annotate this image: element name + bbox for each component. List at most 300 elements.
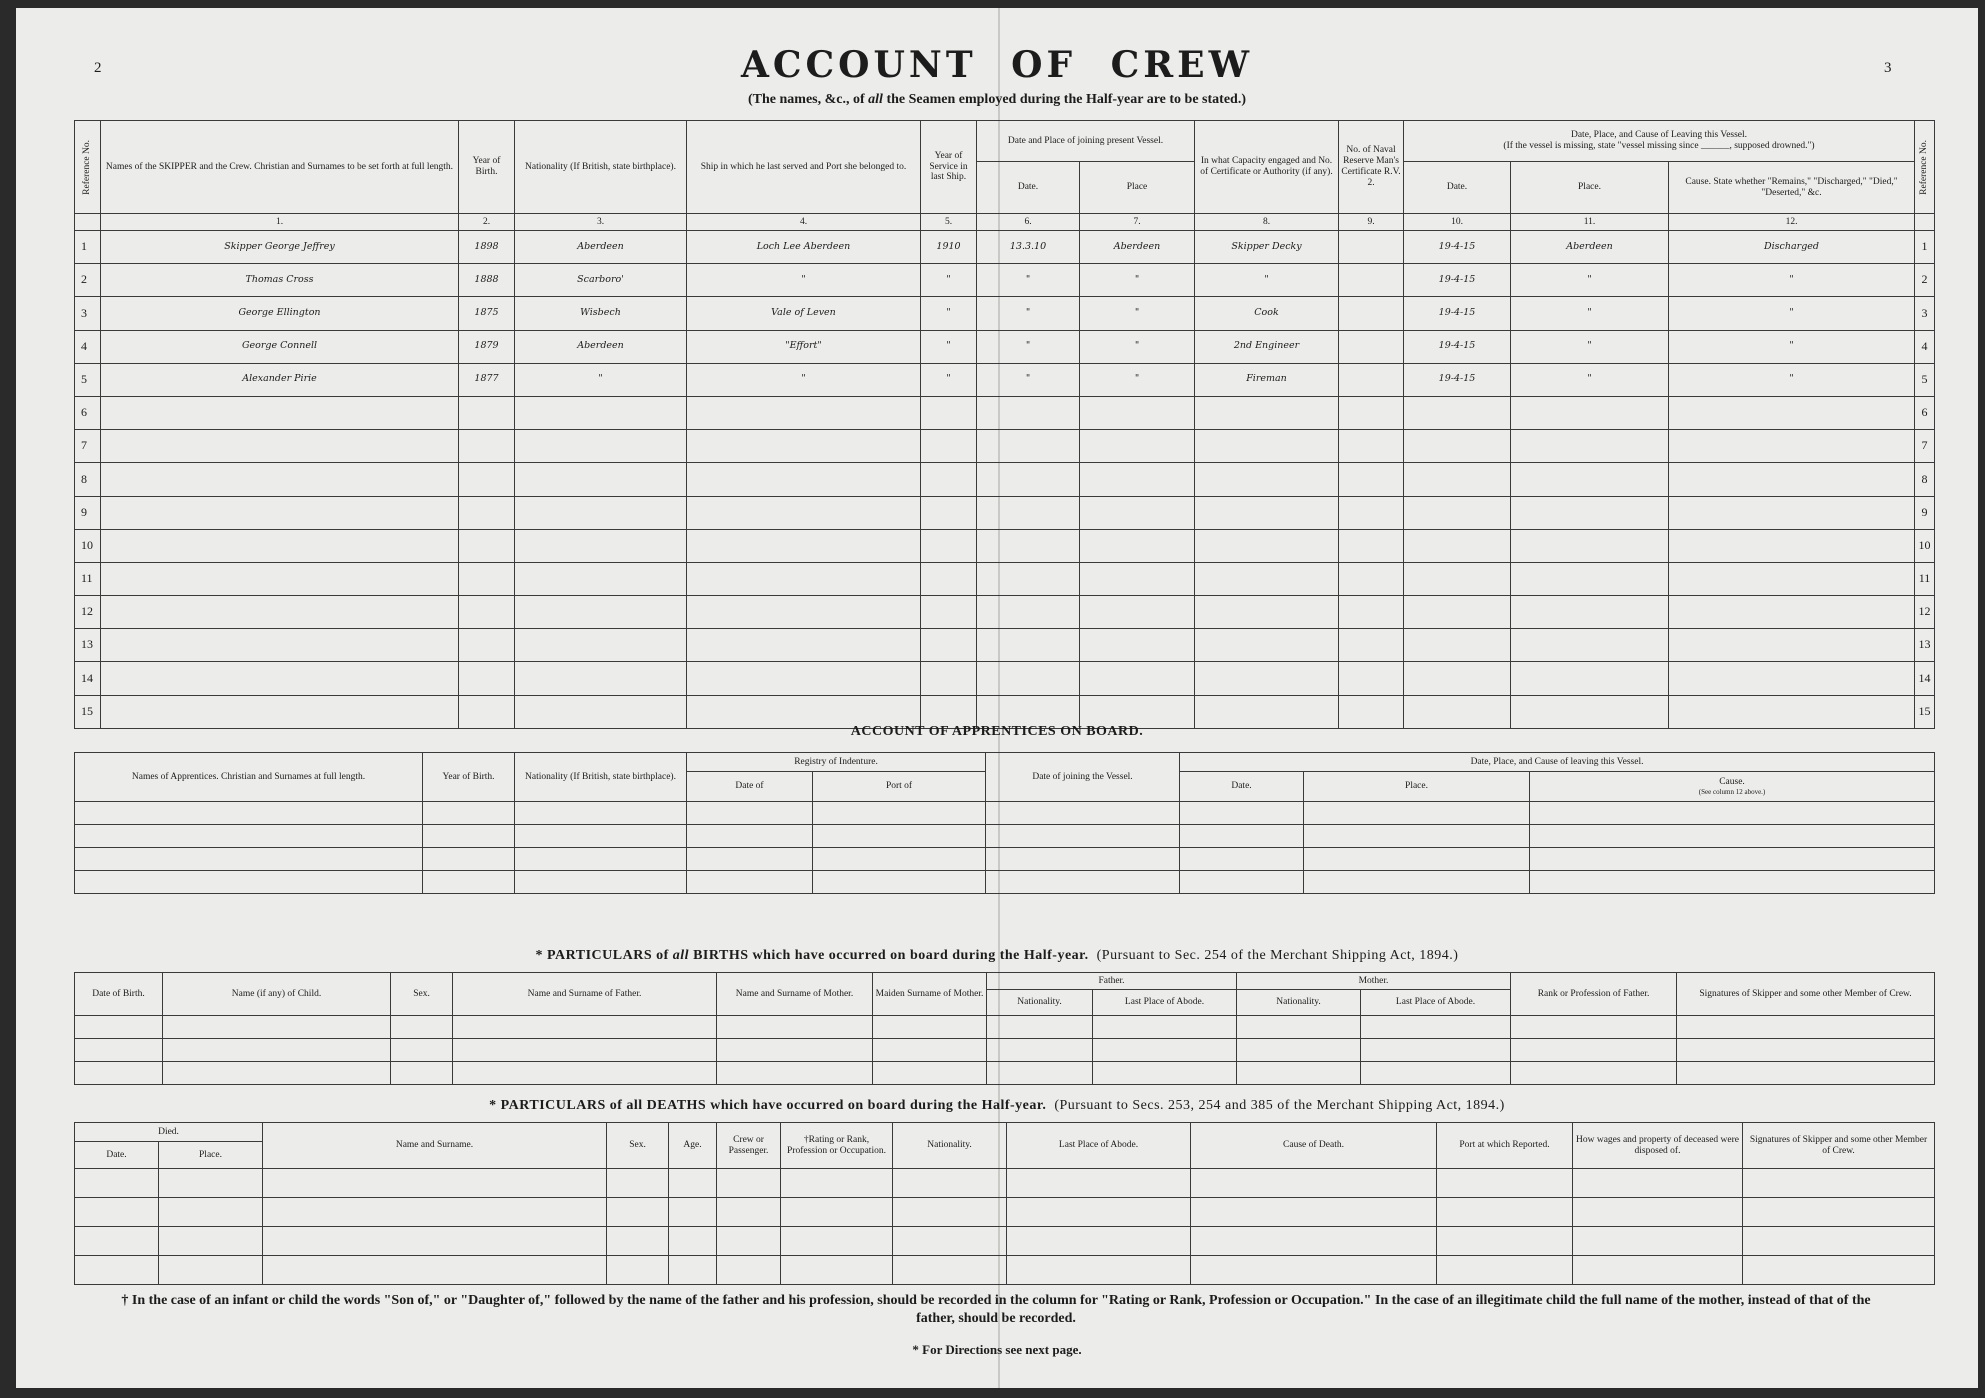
crew-ref-right-cell: 12 [1915, 596, 1935, 629]
birth-father-name-header: Name and Surname of Father. [453, 973, 717, 1016]
column-number: 11. [1511, 214, 1669, 231]
crew-leave-place-cell [1511, 529, 1669, 562]
table-row [75, 363, 1935, 396]
crew-leave-date-cell: 19-4-15 [1404, 264, 1511, 297]
crew-leave-place-cell: " [1511, 330, 1669, 363]
crew-nationality-cell: Aberdeen [515, 231, 687, 264]
crew-ship-cell [687, 596, 921, 629]
crew-ship-cell: "Effort" [687, 330, 921, 363]
column-number: 3. [515, 214, 687, 231]
crew-join-date-cell [977, 662, 1080, 695]
crew-join-place-cell [1080, 430, 1195, 463]
crew-join-date-cell [977, 596, 1080, 629]
table-row [75, 496, 1935, 529]
apprentice-port-of-header: Port of [813, 772, 986, 802]
birth-maiden-header: Maiden Surname of Mother. [873, 973, 987, 1016]
apprentice-place-header: Place. [1304, 772, 1530, 802]
crew-naval-reserve-cell [1339, 496, 1404, 529]
crew-names-header: Names of the SKIPPER and the Crew. Christian and Surnames to be set forth at full length. [101, 121, 459, 214]
crew-leave-date-cell [1404, 596, 1511, 629]
crew-cause-cell [1669, 496, 1915, 529]
crew-cause-cell [1669, 562, 1915, 595]
death-nationality-header: Nationality. [893, 1123, 1007, 1169]
crew-naval-reserve-cell [1339, 430, 1404, 463]
crew-ship-last-header: Ship in which he last served and Port she belonged to. [687, 121, 921, 214]
table-row [75, 330, 1935, 363]
crew-year-birth-cell [459, 463, 515, 496]
crew-table [74, 120, 1935, 729]
crew-year-birth-cell: 1888 [459, 264, 515, 297]
apprentice-year-birth-header: Year of Birth. [423, 753, 515, 802]
birth-sex-header: Sex. [391, 973, 453, 1016]
death-rating-header: †Rating or Rank, Profession or Occupation. [781, 1123, 893, 1169]
crew-cause-cell [1669, 596, 1915, 629]
crew-capacity-header: In what Capacity engaged and No. of Certificate or Authority (if any). [1195, 121, 1339, 214]
crew-join-date-cell: " [977, 330, 1080, 363]
crew-cause-cell [1669, 629, 1915, 662]
crew-cause-cell: " [1669, 330, 1915, 363]
crew-ref-right-cell: 4 [1915, 330, 1935, 363]
crew-ref-right-cell: 14 [1915, 662, 1935, 695]
apprentice-nationality-header: Nationality (If British, state birthplace). [515, 753, 687, 802]
crew-naval-reserve-cell [1339, 297, 1404, 330]
crew-leave-place-cell: " [1511, 363, 1669, 396]
footnote: † In the case of an infant or child the words "Son of," or "Daughter of," followed by the name of the father and his profession, should be recorded in the column for "Rating or Rank, Profession or Occupation." In the case of an illegitimate child the full name of the mother, instead of that of the father, should be recorded. [121, 1293, 1871, 1327]
crew-capacity-cell [1195, 463, 1339, 496]
crew-ref-cell: 1 [75, 231, 101, 264]
crew-cause-cell [1669, 430, 1915, 463]
death-date-header: Date. [75, 1142, 159, 1169]
death-place-header: Place. [159, 1142, 263, 1169]
crew-ref-right-cell: 10 [1915, 529, 1935, 562]
crew-join-place-cell: " [1080, 363, 1195, 396]
crew-leave-place-cell: Aberdeen [1511, 231, 1669, 264]
crew-year-birth-cell [459, 430, 515, 463]
crew-leaving-header: Date, Place, and Cause of Leaving this Vessel. (If the vessel is missing, state "vessel missing since ______, supposed drowned.") [1404, 121, 1915, 162]
crew-leave-place-cell [1511, 463, 1669, 496]
crew-nationality-cell: " [515, 363, 687, 396]
crew-year-service-cell: 1910 [921, 231, 977, 264]
crew-capacity-cell: Fireman [1195, 363, 1339, 396]
birth-mother-header: Mother. [1237, 973, 1511, 990]
crew-cause-cell [1669, 396, 1915, 429]
table-row [75, 825, 1935, 848]
crew-capacity-cell [1195, 562, 1339, 595]
crew-year-service-cell [921, 430, 977, 463]
crew-cause-cell [1669, 662, 1915, 695]
crew-cause-cell: " [1669, 264, 1915, 297]
crew-leave-place-cell [1511, 430, 1669, 463]
birth-rows [75, 1016, 1935, 1085]
table-row [75, 529, 1935, 562]
death-sex-header: Sex. [607, 1123, 669, 1169]
crew-capacity-cell [1195, 396, 1339, 429]
crew-join-date-cell [977, 496, 1080, 529]
table-row [75, 396, 1935, 429]
crew-ship-cell [687, 529, 921, 562]
crew-ref-cell: 3 [75, 297, 101, 330]
table-row [75, 1198, 1935, 1227]
crew-join-place-cell: " [1080, 297, 1195, 330]
crew-join-place-cell: Aberdeen [1080, 231, 1195, 264]
crew-leave-place-cell: " [1511, 264, 1669, 297]
death-cause-header: Cause of Death. [1191, 1123, 1437, 1169]
table-row [75, 662, 1935, 695]
crew-ship-cell: " [687, 363, 921, 396]
crew-ref-cell: 7 [75, 430, 101, 463]
crew-ref-cell: 15 [75, 695, 101, 728]
crew-year-birth-cell: 1879 [459, 330, 515, 363]
crew-join-place-cell [1080, 529, 1195, 562]
crew-year-service-cell: " [921, 363, 977, 396]
births-title: * PARTICULARS of all BIRTHS which have occurred on board during the Half-year. (Pursuant to Sec. 254 of the Merchant Shipping Act, 1894.) [535, 948, 1459, 963]
crew-year-birth-cell [459, 596, 515, 629]
column-number: 5. [921, 214, 977, 231]
crew-naval-reserve-cell [1339, 529, 1404, 562]
table-row [75, 562, 1935, 595]
death-age-header: Age. [669, 1123, 717, 1169]
crew-leaving-cause-header: Cause. State whether "Remains," "Discharged," "Died," "Deserted," &c. [1669, 162, 1915, 214]
crew-name-cell: George Ellington [101, 297, 459, 330]
crew-ref-right-cell: 6 [1915, 396, 1935, 429]
crew-ref-right-cell: 2 [1915, 264, 1935, 297]
crew-ref-cell: 8 [75, 463, 101, 496]
apprentice-joining-header: Date of joining the Vessel. [986, 753, 1180, 802]
death-signatures-header: Signatures of Skipper and some other Member of Crew. [1743, 1123, 1935, 1169]
crew-nationality-cell: Wisbech [515, 297, 687, 330]
crew-joining-header: Date and Place of joining present Vessel. [977, 121, 1195, 162]
crew-ship-cell: " [687, 264, 921, 297]
crew-ref-cell: 13 [75, 629, 101, 662]
page-title: ACCOUNT OF CREW [740, 44, 1254, 86]
crew-name-cell: Alexander Pirie [101, 363, 459, 396]
birth-date-header: Date of Birth. [75, 973, 163, 1016]
crew-naval-reserve-cell [1339, 629, 1404, 662]
crew-ref-right-cell: 15 [1915, 695, 1935, 728]
crew-ref-cell: 14 [75, 662, 101, 695]
crew-capacity-cell: 2nd Engineer [1195, 330, 1339, 363]
crew-year-service-cell: " [921, 330, 977, 363]
crew-capacity-cell [1195, 496, 1339, 529]
apprentice-leaving-header: Date, Place, and Cause of leaving this Vessel. [1180, 753, 1935, 772]
crew-ref-right-cell: 9 [1915, 496, 1935, 529]
crew-nationality-header: Nationality (If British, state birthplace). [515, 121, 687, 214]
table-row [75, 629, 1935, 662]
apprentice-rows [75, 802, 1935, 894]
crew-ship-cell [687, 430, 921, 463]
crew-join-date-cell [977, 430, 1080, 463]
crew-naval-reserve-cell [1339, 463, 1404, 496]
table-row [75, 1227, 1935, 1256]
crew-leave-date-cell: 19-4-15 [1404, 330, 1511, 363]
crew-ref-cell: 12 [75, 596, 101, 629]
deaths-table [74, 1122, 1935, 1285]
crew-ship-cell [687, 396, 921, 429]
crew-year-service-cell: " [921, 297, 977, 330]
birth-mother-abode-header: Last Place of Abode. [1361, 990, 1511, 1016]
crew-join-date-cell: " [977, 297, 1080, 330]
crew-ref-cell: 10 [75, 529, 101, 562]
birth-mother-name-header: Name and Surname of Mother. [717, 973, 873, 1016]
crew-year-birth-cell [459, 396, 515, 429]
table-row [75, 848, 1935, 871]
crew-cause-cell: " [1669, 297, 1915, 330]
crew-ref-right-cell: 3 [1915, 297, 1935, 330]
crew-leave-place-cell [1511, 496, 1669, 529]
apprentices-title: ACCOUNT OF APPRENTICES ON BOARD. [850, 724, 1144, 739]
crew-ref-right-cell: 5 [1915, 363, 1935, 396]
crew-ref-cell: 5 [75, 363, 101, 396]
column-number: 12. [1669, 214, 1915, 231]
crew-year-service-cell [921, 529, 977, 562]
crew-leave-place-cell [1511, 396, 1669, 429]
crew-ref-header: Reference No. [75, 121, 101, 214]
crew-nationality-cell [515, 396, 687, 429]
crew-join-place-cell [1080, 629, 1195, 662]
table-row [75, 1256, 1935, 1285]
directions-note: * For Directions see next page. [912, 1342, 1082, 1357]
crew-ref-right-cell: 8 [1915, 463, 1935, 496]
table-row [75, 1169, 1935, 1198]
crew-ship-cell: Vale of Leven [687, 297, 921, 330]
crew-cause-cell: Discharged [1669, 231, 1915, 264]
crew-leave-date-cell [1404, 496, 1511, 529]
crew-naval-reserve-header: No. of Naval Reserve Man's Certificate R.V. 2. [1339, 121, 1404, 214]
column-number: 7. [1080, 214, 1195, 231]
table-row [75, 264, 1935, 297]
right-page-number: 3 [1884, 60, 1892, 76]
crew-capacity-cell: Cook [1195, 297, 1339, 330]
crew-year-service-header: Year of Service in last Ship. [921, 121, 977, 214]
crew-capacity-cell: Skipper Decky [1195, 231, 1339, 264]
death-abode-header: Last Place of Abode. [1007, 1123, 1191, 1169]
crew-ref-cell: 4 [75, 330, 101, 363]
crew-join-date-cell: " [977, 363, 1080, 396]
crew-leave-date-cell [1404, 430, 1511, 463]
crew-column-numbers [75, 214, 1935, 231]
crew-name-cell: George Connell [101, 330, 459, 363]
crew-ref-right-cell: 1 [1915, 231, 1935, 264]
crew-year-birth-header: Year of Birth. [459, 121, 515, 214]
crew-year-service-cell [921, 596, 977, 629]
crew-name-cell [101, 629, 459, 662]
birth-father-nationality-header: Nationality. [987, 990, 1093, 1016]
crew-year-service-cell [921, 562, 977, 595]
crew-leave-place-cell: " [1511, 297, 1669, 330]
crew-ref-cell: 11 [75, 562, 101, 595]
crew-name-cell [101, 562, 459, 595]
crew-capacity-cell [1195, 629, 1339, 662]
crew-year-birth-cell: 1877 [459, 363, 515, 396]
crew-join-place-cell [1080, 463, 1195, 496]
crew-leave-place-cell [1511, 562, 1669, 595]
crew-join-place-cell [1080, 596, 1195, 629]
crew-name-cell [101, 396, 459, 429]
death-crew-header: Crew or Passenger. [717, 1123, 781, 1169]
crew-name-cell: Thomas Cross [101, 264, 459, 297]
apprentice-date-header: Date. [1180, 772, 1304, 802]
crew-leave-date-cell [1404, 529, 1511, 562]
crew-year-service-cell [921, 463, 977, 496]
crew-nationality-cell [515, 596, 687, 629]
death-port-header: Port at which Reported. [1437, 1123, 1573, 1169]
apprentice-cause-header: Cause. (See column 12 above.) [1530, 772, 1935, 802]
crew-year-birth-cell [459, 496, 515, 529]
table-row [75, 802, 1935, 825]
crew-nationality-cell: Aberdeen [515, 330, 687, 363]
apprentice-date-of-header: Date of [687, 772, 813, 802]
crew-naval-reserve-cell [1339, 330, 1404, 363]
crew-join-date-cell [977, 396, 1080, 429]
crew-leave-date-cell [1404, 662, 1511, 695]
column-number: 8. [1195, 214, 1339, 231]
crew-year-service-cell [921, 662, 977, 695]
crew-join-place-cell [1080, 562, 1195, 595]
crew-leave-date-cell [1404, 463, 1511, 496]
crew-nationality-cell [515, 562, 687, 595]
crew-ship-cell: Loch Lee Aberdeen [687, 231, 921, 264]
crew-capacity-cell [1195, 596, 1339, 629]
crew-name-cell [101, 596, 459, 629]
crew-join-place-cell [1080, 496, 1195, 529]
table-row [75, 463, 1935, 496]
crew-year-birth-cell: 1875 [459, 297, 515, 330]
crew-joining-date-header: Date. [977, 162, 1080, 214]
crew-ship-cell [687, 662, 921, 695]
crew-leave-place-cell [1511, 629, 1669, 662]
crew-join-place-cell: " [1080, 264, 1195, 297]
table-row [75, 297, 1935, 330]
death-died-header: Died. [75, 1123, 263, 1142]
deaths-title: * PARTICULARS of all DEATHS which have occurred on board during the Half-year. (Pursuant to Secs. 253, 254 and 385 of the Merchant Shipping Act, 1894.) [489, 1098, 1505, 1113]
crew-name-cell: Skipper George Jeffrey [101, 231, 459, 264]
crew-ref-right-cell: 13 [1915, 629, 1935, 662]
crew-join-place-cell [1080, 662, 1195, 695]
crew-ship-cell [687, 629, 921, 662]
crew-nationality-cell [515, 662, 687, 695]
column-number: 10. [1404, 214, 1511, 231]
crew-capacity-cell [1195, 662, 1339, 695]
crew-join-place-cell: " [1080, 330, 1195, 363]
crew-ship-cell [687, 463, 921, 496]
table-row [75, 871, 1935, 894]
crew-join-date-cell [977, 629, 1080, 662]
birth-father-abode-header: Last Place of Abode. [1093, 990, 1237, 1016]
crew-nationality-cell [515, 629, 687, 662]
births-table [74, 972, 1935, 1085]
birth-signatures-header: Signatures of Skipper and some other Member of Crew. [1677, 973, 1935, 1016]
crew-naval-reserve-cell [1339, 264, 1404, 297]
crew-ref-cell: 6 [75, 396, 101, 429]
death-rows [75, 1169, 1935, 1285]
crew-nationality-cell [515, 529, 687, 562]
table-row [75, 596, 1935, 629]
column-number: 9. [1339, 214, 1404, 231]
birth-father-header: Father. [987, 973, 1237, 990]
crew-ship-cell [687, 496, 921, 529]
crew-naval-reserve-cell [1339, 662, 1404, 695]
apprentices-table [74, 752, 1935, 894]
crew-capacity-cell: " [1195, 264, 1339, 297]
crew-nationality-cell [515, 430, 687, 463]
birth-mother-nationality-header: Nationality. [1237, 990, 1361, 1016]
crew-leave-date-cell [1404, 562, 1511, 595]
death-wages-header: How wages and property of deceased were disposed of. [1573, 1123, 1743, 1169]
crew-ship-cell [687, 562, 921, 595]
crew-naval-reserve-cell [1339, 231, 1404, 264]
crew-join-date-cell: " [977, 264, 1080, 297]
crew-leave-place-cell [1511, 596, 1669, 629]
crew-leave-date-cell: 19-4-15 [1404, 297, 1511, 330]
page-subtitle: (The names, &c., of all the Seamen employed during the Half-year are to be stated.) [748, 92, 1246, 107]
crew-name-cell [101, 662, 459, 695]
column-number: 6. [977, 214, 1080, 231]
crew-nationality-cell [515, 463, 687, 496]
crew-year-birth-cell [459, 562, 515, 595]
crew-name-cell [101, 529, 459, 562]
column-number: 2. [459, 214, 515, 231]
crew-naval-reserve-cell [1339, 396, 1404, 429]
table-row [75, 1039, 1935, 1062]
death-name-header: Name and Surname. [263, 1123, 607, 1169]
crew-cause-cell [1669, 463, 1915, 496]
crew-year-service-cell [921, 396, 977, 429]
table-row [75, 430, 1935, 463]
crew-leave-place-cell [1511, 662, 1669, 695]
crew-ref-cell: 2 [75, 264, 101, 297]
column-number: 4. [687, 214, 921, 231]
crew-name-cell [101, 496, 459, 529]
crew-year-birth-cell [459, 662, 515, 695]
crew-leaving-date-header: Date. [1404, 162, 1511, 214]
crew-year-birth-cell [459, 629, 515, 662]
crew-capacity-cell [1195, 430, 1339, 463]
crew-ref-cell: 9 [75, 496, 101, 529]
crew-join-date-cell [977, 529, 1080, 562]
crew-joining-place-header: Place [1080, 162, 1195, 214]
register-sheet [16, 8, 1978, 1388]
apprentice-registry-header: Registry of Indenture. [687, 753, 986, 772]
crew-join-place-cell [1080, 396, 1195, 429]
table-row [75, 1062, 1935, 1085]
crew-ref-right-cell: 11 [1915, 562, 1935, 595]
crew-leave-date-cell [1404, 396, 1511, 429]
crew-naval-reserve-cell [1339, 596, 1404, 629]
crew-cause-cell: " [1669, 363, 1915, 396]
crew-naval-reserve-cell [1339, 562, 1404, 595]
crew-year-service-cell: " [921, 264, 977, 297]
table-row [75, 231, 1935, 264]
crew-ref-right-header: Reference No. [1915, 121, 1935, 214]
crew-cause-cell [1669, 529, 1915, 562]
table-row [75, 1016, 1935, 1039]
crew-name-cell [101, 430, 459, 463]
left-page-number: 2 [94, 60, 102, 76]
crew-join-date-cell [977, 562, 1080, 595]
crew-rows [75, 231, 1935, 729]
crew-ref-right-cell: 7 [1915, 430, 1935, 463]
crew-join-date-cell [977, 463, 1080, 496]
crew-naval-reserve-cell [1339, 363, 1404, 396]
crew-leave-date-cell: 19-4-15 [1404, 363, 1511, 396]
crew-year-service-cell [921, 496, 977, 529]
crew-leave-date-cell: 19-4-15 [1404, 231, 1511, 264]
apprentice-names-header: Names of Apprentices. Christian and Surnames at full length. [75, 753, 423, 802]
crew-capacity-cell [1195, 529, 1339, 562]
birth-rank-header: Rank or Profession of Father. [1511, 973, 1677, 1016]
crew-year-service-cell [921, 629, 977, 662]
crew-nationality-cell: Scarboro' [515, 264, 687, 297]
